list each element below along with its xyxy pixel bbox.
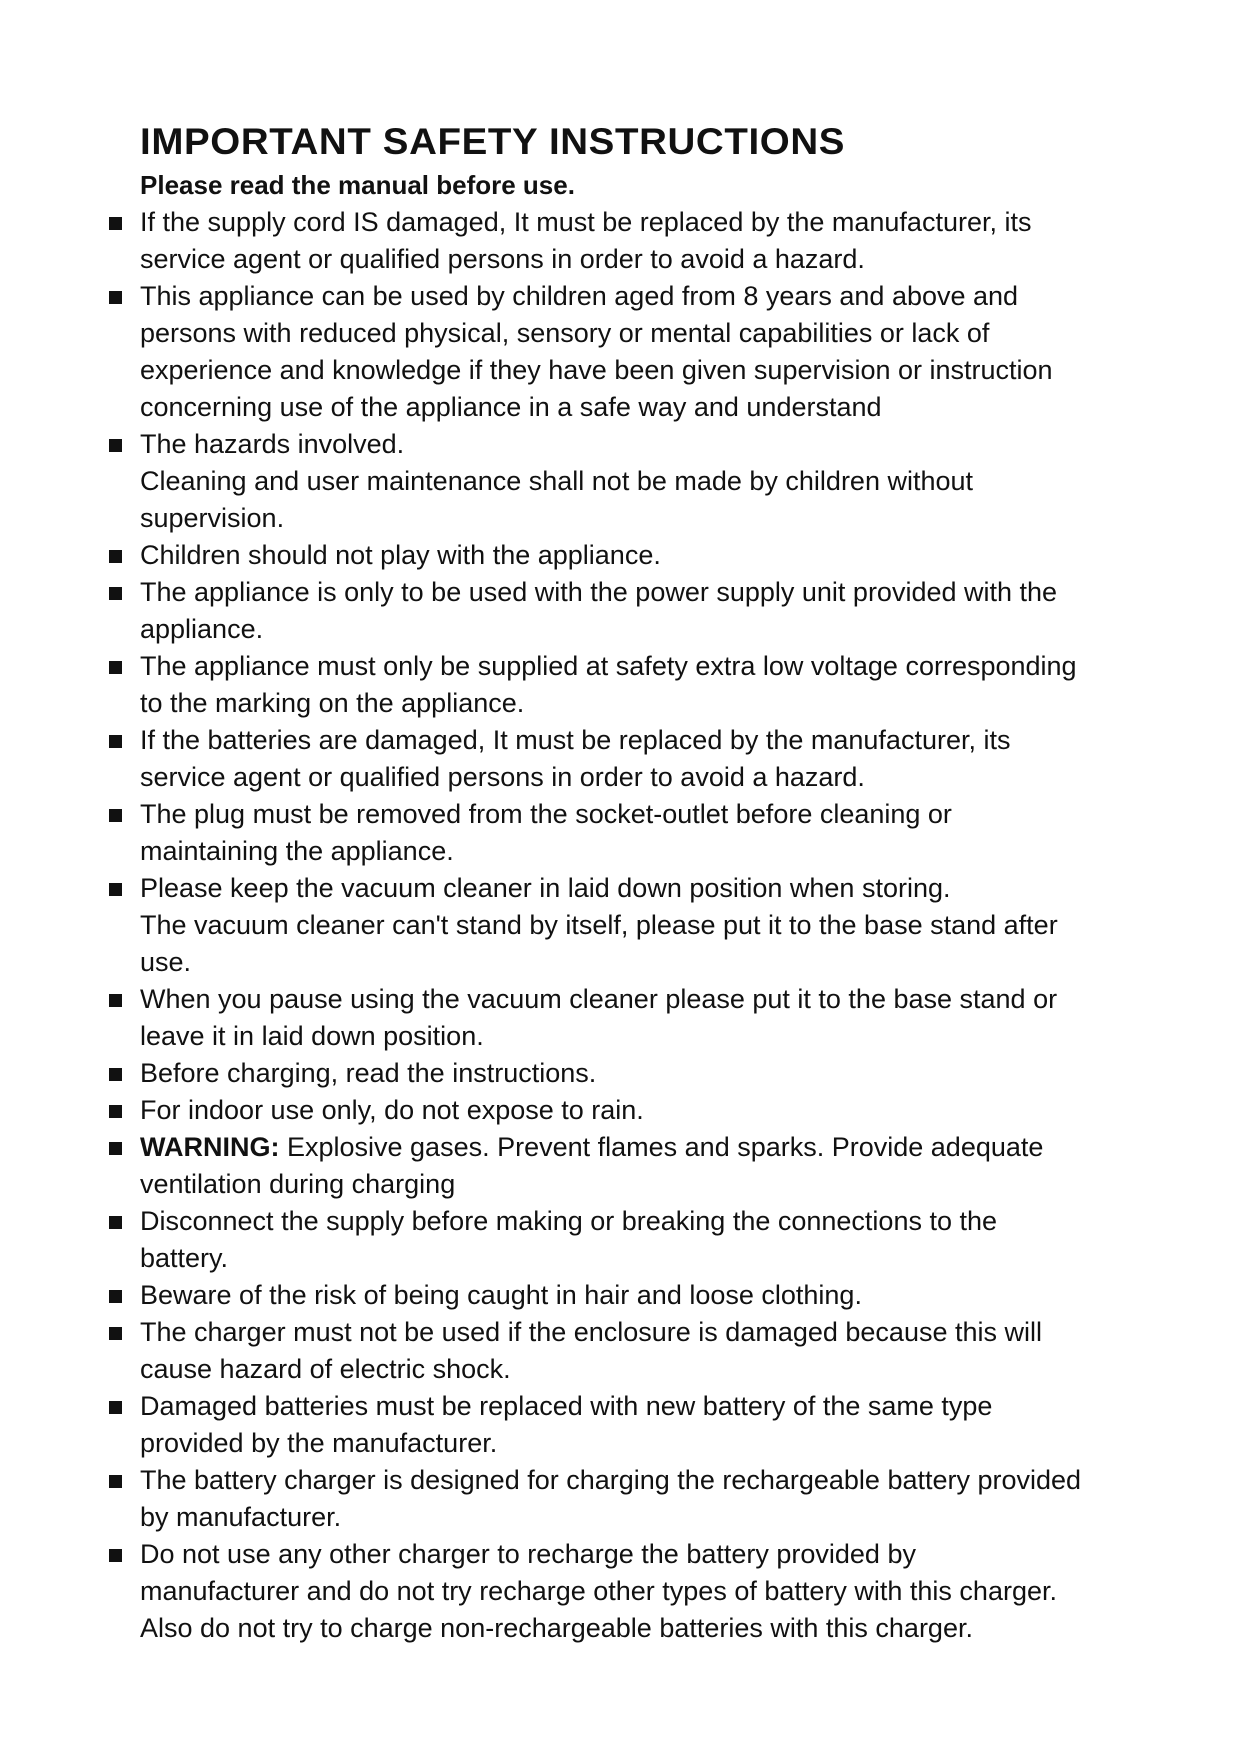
square-bullet-icon (109, 439, 122, 452)
list-item-line: appliance. (140, 614, 264, 644)
list-item-line: battery. (140, 1243, 229, 1273)
list-item-line: For indoor use only, do not expose to rain. (140, 1095, 644, 1125)
list-item-line: Disconnect the supply before making or breaking the connections to the (140, 1206, 998, 1236)
square-bullet-icon (109, 1290, 122, 1303)
square-bullet-icon (109, 1142, 122, 1155)
list-item-line: Beware of the risk of being caught in hair and loose clothing. (140, 1280, 862, 1310)
list-item-line: Please keep the vacuum cleaner in laid down position when storing. (140, 873, 951, 903)
document-content (140, 118, 1150, 1647)
list-item (140, 1536, 1150, 1647)
square-bullet-icon (109, 217, 122, 230)
list-item (140, 722, 1150, 796)
list-item-line: Before charging, read the instructions. (140, 1058, 597, 1088)
list-item (140, 426, 1150, 537)
square-bullet-icon (109, 1549, 122, 1562)
list-item-line: Also do not try to charge non-rechargeable batteries with this charger. (140, 1613, 973, 1643)
list-item-line: supervision. (140, 503, 285, 533)
list-item-text: Explosive gases. Prevent flames and sparks. Provide adequate (279, 1132, 1044, 1162)
square-bullet-icon (109, 1475, 122, 1488)
square-bullet-icon (109, 883, 122, 896)
list-item-line: manufacturer and do not try recharge other types of battery with this charger. (140, 1576, 1057, 1606)
list-item (140, 1277, 1150, 1314)
list-item-line: The charger must not be used if the enclosure is damaged because this will (140, 1317, 1042, 1347)
list-item-line: The hazards involved. (140, 429, 405, 459)
list-item (140, 981, 1150, 1055)
list-item-line: Cleaning and user maintenance shall not be made by children without (140, 466, 974, 496)
list-item-line (140, 1129, 1150, 1166)
list-item (140, 870, 1150, 981)
square-bullet-icon (109, 1327, 122, 1340)
square-bullet-icon (109, 1216, 122, 1229)
warning-label: WARNING: (140, 1132, 280, 1162)
list-item-line: If the supply cord IS damaged, It must be replaced by the manufacturer, its (140, 207, 1032, 237)
list-item-line: cause hazard of electric shock. (140, 1354, 511, 1384)
list-item-line: If the batteries are damaged, It must be replaced by the manufacturer, its (140, 725, 1011, 755)
list-item (140, 1092, 1150, 1129)
square-bullet-icon (109, 1401, 122, 1414)
list-item-line: When you pause using the vacuum cleaner please put it to the base stand or (140, 984, 1058, 1014)
list-item-line: concerning use of the appliance in a safe way and understand (140, 392, 882, 422)
list-item (140, 1388, 1150, 1462)
list-item-line: The plug must be removed from the socket-outlet before cleaning or (140, 799, 952, 829)
list-item-line: service agent or qualified persons in order to avoid a hazard. (140, 762, 865, 792)
square-bullet-icon (109, 291, 122, 304)
list-item (140, 278, 1150, 426)
list-item-line: This appliance can be used by children aged from 8 years and above and (140, 281, 1019, 311)
page-title: IMPORTANT SAFETY INSTRUCTIONS (140, 121, 846, 162)
instructions-list (140, 204, 1150, 1647)
list-item (140, 204, 1150, 278)
square-bullet-icon (109, 994, 122, 1007)
list-item-line: service agent or qualified persons in order to avoid a hazard. (140, 244, 865, 274)
list-item (140, 1203, 1150, 1277)
list-item (140, 1462, 1150, 1536)
square-bullet-icon (109, 550, 122, 563)
list-item-line: provided by the manufacturer. (140, 1428, 498, 1458)
list-item (140, 574, 1150, 648)
list-item-line: use. (140, 947, 192, 977)
list-item-line: experience and knowledge if they have been given supervision or instruction (140, 355, 1053, 385)
list-item (140, 796, 1150, 870)
list-item-line: The vacuum cleaner can't stand by itself, please put it to the base stand after (140, 910, 1058, 940)
list-item-line: to the marking on the appliance. (140, 688, 525, 718)
list-item-line: Children should not play with the appliance. (140, 540, 661, 570)
list-item (140, 1314, 1150, 1388)
list-item-line: by manufacturer. (140, 1502, 342, 1532)
list-item (140, 648, 1150, 722)
list-item-line: Damaged batteries must be replaced with new battery of the same type (140, 1391, 993, 1421)
list-item-line: leave it in laid down position. (140, 1021, 484, 1051)
list-item-line: The battery charger is designed for charging the rechargeable battery provided (140, 1465, 1082, 1495)
list-item-line: ventilation during charging (140, 1169, 456, 1199)
list-item-line: persons with reduced physical, sensory or mental capabilities or lack of (140, 318, 990, 348)
square-bullet-icon (109, 1105, 122, 1118)
square-bullet-icon (109, 735, 122, 748)
square-bullet-icon (109, 661, 122, 674)
list-item-line: maintaining the appliance. (140, 836, 454, 866)
list-item (140, 537, 1150, 574)
list-item-line: The appliance must only be supplied at safety extra low voltage corresponding (140, 651, 1077, 681)
list-item (140, 1055, 1150, 1092)
list-item-line: Do not use any other charger to recharge the battery provided by (140, 1539, 916, 1569)
list-item-line: The appliance is only to be used with the power supply unit provided with the (140, 577, 1058, 607)
page-subtitle: Please read the manual before use. (140, 170, 575, 200)
list-item (140, 1129, 1150, 1203)
square-bullet-icon (109, 1068, 122, 1081)
square-bullet-icon (109, 587, 122, 600)
square-bullet-icon (109, 809, 122, 822)
